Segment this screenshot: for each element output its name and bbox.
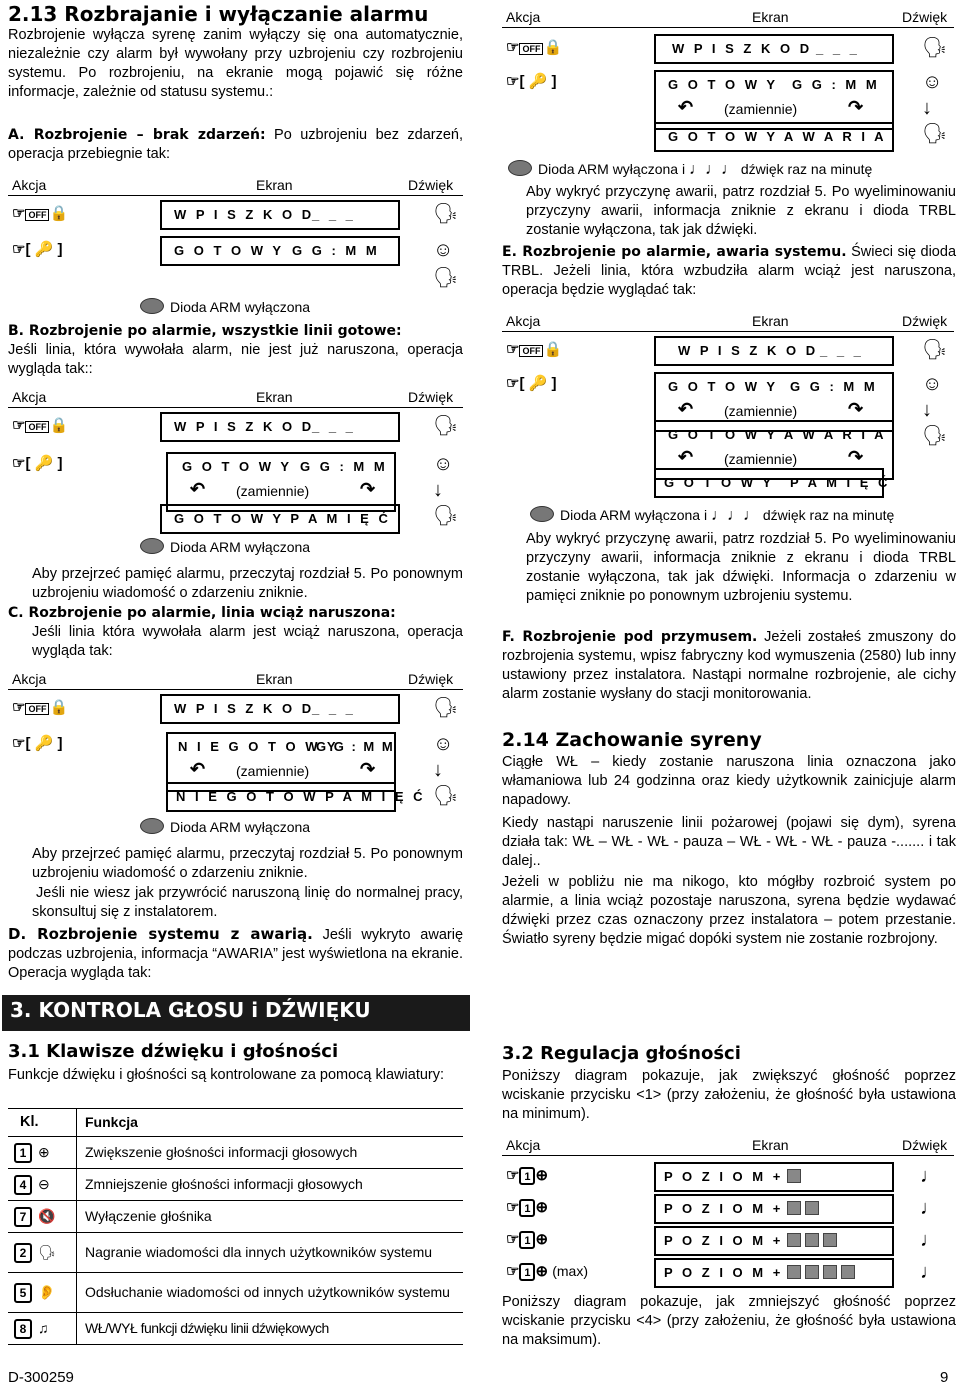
display-ready-memory [160,504,400,534]
th-action: Akcja [12,671,47,687]
section-d [8,925,463,983]
display-ready [160,236,400,266]
lcd-time: G G : M M [792,77,880,92]
display-enter-code [160,694,400,724]
voice-icon: 🗣 [433,505,459,527]
display-level [654,1162,894,1192]
th-action: Akcja [12,389,47,405]
voice-icon: 🗣 [433,267,459,289]
press-key-1: ☞ 1 ⊕ [506,1231,549,1248]
note-icon: ♩ [920,1229,940,1251]
action-off-icon: ☞ OFF 🔒 [12,699,69,716]
display-enter-code [160,200,400,230]
alternate-left-icon: ↶ [190,479,206,499]
lcd-memory: P A M I Ę Ć [790,475,891,490]
display-level [654,1194,894,1224]
section-c-after-1: Aby przejrzeć pamięć alarmu, przeczytaj rozdział 5. Po ponownym uzbrojeniu wiadomość o zdarzeniu zniknie. [32,846,463,881]
th-screen: Ekran [256,177,293,193]
alternate-right-icon: ↷ [848,97,864,117]
happy-tone-icon: ☺ [922,71,943,93]
table-c [8,668,463,841]
alternate-right-icon: ↷ [360,479,376,499]
th-screen: Ekran [752,9,789,25]
table-a [8,174,463,320]
display-ready-memory [654,468,891,498]
key-row [8,1313,463,1345]
lcd-text: N I E G O T O W Y [178,739,339,754]
section-c-text: Jeśli linia która wywołała alarm jest wciąż naruszona, operacja wygląda tak: [32,624,463,659]
happy-tone-icon: ☺ [433,733,454,755]
section-e [502,243,956,300]
alternately-text: (zamiennie) [724,403,798,419]
key-row [8,1233,463,1273]
key-function: Wyłączenie głośnika [76,1201,212,1232]
th-action: Akcja [506,313,541,329]
lcd-text: P O Z I O M + [664,1233,784,1248]
voice-icon: 🗣 [922,425,948,447]
arm-led-off-beep [530,506,894,525]
key-function: Zwiększenie głośności informacji głosowych [76,1137,357,1168]
th-screen: Ekran [256,671,293,687]
arrow-down-icon: ↓ [433,479,443,501]
display-enter-code [654,336,894,366]
alternate-right-icon: ↷ [360,759,376,779]
key-8-icon: 8 [14,1319,32,1339]
section-e-after: Aby wykryć przyczynę awarii, patrz rozdział 5. Po wyeliminowaniu przyczyny awarii, informacja zniknie z ekranu i dioda TRBL zostanie wyłączona, tak jak dźwięki. Informacja o zdarzeniu w pamięci zniknie po ponownym uzbrojeniu systemu. [526,531,956,604]
lcd-text: G O T O W Y A W A R I A [668,129,887,144]
note-icon: ♩ [920,1165,940,1187]
section-a-heading: A. Rozbrojenie – brak zdarzeń: [8,127,266,143]
section-f-heading: F. Rozbrojenie pod przymusem. [502,629,758,645]
level-bar [805,1265,819,1279]
action-key-icon: ☞[ 🔑 ] [506,73,557,90]
section-c-heading: C. Rozbrojenie po alarmie, linia wciąż naruszona: [8,605,396,621]
level-bar [787,1169,801,1183]
action-off-icon: ☞ OFF 🔒 [12,417,69,434]
section-title-2-13: 2.13 Rozbrajanie i wyłączanie alarmu [8,2,429,26]
led-text: Dioda ARM wyłączona i [538,161,686,177]
lcd-text: G O T O W Y [174,243,285,258]
key-row [8,1273,463,1313]
alternate-left-icon: ↶ [678,97,694,117]
lcd-text: W P I S Z K O D [174,419,315,434]
alternate-left-icon: ↶ [678,399,694,419]
lcd-text: N I E G O T O W P A M I Ę Ć [176,789,426,804]
th-action: Akcja [12,177,47,193]
voice-icon: 🗣 [433,785,459,807]
lcd-time: G G : M M [292,243,380,258]
level-bar [805,1201,819,1215]
alternate-left-icon: ↶ [678,447,694,467]
lcd-text: G O T O W Y [182,459,293,474]
section-e-text: Świeci się dioda TRBL. Jeżeli linia, która wzbudziła alarm wciąż jest naruszona, operacja będzie wyglądać tak: [502,244,957,298]
lcd-text: W P I S Z K O D [678,343,819,358]
record-voice-icon: 🗣 [38,1244,56,1260]
lcd-time: G G : M M [300,459,388,474]
section-b [8,322,463,379]
section-title-3-2: 3.2 Regulacja głośności [502,1043,741,1064]
th-sound: Dźwięk [408,389,454,405]
arm-led-off: Dioda ARM wyłączona [140,538,310,557]
voice-icon: 🗣 [922,37,948,59]
lcd-time: G G : M M [790,379,878,394]
lcd-time: G G : M M [316,739,395,754]
voice-icon: 🗣 [433,697,459,719]
th-action: Akcja [506,9,541,25]
key-1-icon: 1 [14,1143,32,1163]
action-key-icon: ☞[ 🔑 ] [12,455,63,472]
chime-icon: ♫ [38,1320,49,1336]
press-key-1: ☞ 1 ⊕ [506,1199,549,1216]
section-d-text: Jeśli wykryto awarię podczas uzbrojenia, informacja “AWARIA” jest wyświetlona na ekranie. Operacja wygląda tak: [8,927,464,981]
level-bar [841,1265,855,1279]
section-bar-3: 3. KONTROLA GŁOSU i DŹWIĘKU [2,995,470,1031]
kt-key-head: Kl. [20,1114,39,1130]
alternately-text: (zamiennie) [236,763,310,779]
table-e [502,310,954,528]
th-sound: Dźwięk [902,9,948,25]
happy-tone-icon: ☺ [433,239,454,261]
key-function: Odsłuchanie wiadomości od innych użytkowników systemu [76,1273,450,1312]
table-header [502,6,954,28]
level-bar [787,1265,801,1279]
section-c [8,604,463,661]
section-d-heading: D. Rozbrojenie systemu z awarią. [8,925,313,943]
section-f-text: Jeżeli zostałeś zmuszony do rozbrojenia systemu, wpisz fabryczny kod wymuszenia (2580) lub inny ustawiony przez instalatora. Nastąpi normalne rozbrojenie, ale cichy alarm zostanie wysłany do stacji monitorowania. [502,629,957,702]
arm-led-off: Dioda ARM wyłączona [140,298,310,317]
table-header [8,668,463,690]
beep-notes-icon: ♩♩♩ [688,161,737,178]
key-7-icon: 7 [14,1207,32,1227]
arrow-down-icon: ↓ [922,97,932,119]
led-text: Dioda ARM wyłączona i [560,507,708,523]
th-sound: Dźwięk [902,1137,948,1153]
voice-icon: 🗣 [433,203,459,225]
alternately-text: (zamiennie) [236,483,310,499]
lcd-text: W P I S Z K O D [174,701,315,716]
display-level [654,1258,894,1288]
section-b-heading: B. Rozbrojenie po alarmie, wszystkie linii gotowe: [8,323,402,339]
display-level [654,1226,894,1256]
speaker-mute-icon: 🔇 [38,1208,56,1224]
section-d-after: Aby wykryć przyczynę awarii, patrz rozdział 5. Po wyeliminowaniu przyczyny awarii, informacja zniknie z ekranu i dioda TRBL zostanie wyłączona, tak jak dźwięki. [526,184,956,238]
s32-text: Poniższy diagram pokazuje, jak zwiększyć głośność poprzez wciskanie przycisku <1> (przy założeniu, że głośność była ustawiona na minimum). [502,1068,956,1122]
press-key-1: ☞ 1 ⊕ [506,1167,549,1184]
action-key-icon: ☞[ 🔑 ] [12,241,63,258]
display-enter-code [654,34,894,64]
lcd-code: _ _ _ [312,701,356,716]
s214-p2: Kiedy nastąpi naruszenie linii pożarowej (pojawi się dym), syrena działa tak: WŁ – WŁ - WŁ - pauza – WŁ - WŁ - WŁ - pauza -....... i tak dalej.. [502,815,956,869]
lcd-code: _ _ _ [816,41,860,56]
alternately-text: (zamiennie) [724,451,798,467]
voice-icon: 🗣 [922,339,948,361]
happy-tone-icon: ☺ [433,453,454,475]
footer-doc-id: D-300259 [8,1369,74,1386]
lcd-text: G O T O W Y P A M I Ę Ć [174,511,391,526]
action-key-icon: ☞[ 🔑 ] [506,375,557,392]
table-header [502,1134,954,1156]
s214-p1: Ciągłe WŁ – kiedy zostanie naruszona linia oznaczona jako włamaniowa lub 24 godzinna oraz kiedy użytkownik zainicjuje alarm napadowy. [502,754,956,808]
alternate-left-icon: ↶ [190,759,206,779]
display-ready-trouble [654,122,894,152]
key-2-icon: 2 [14,1243,32,1263]
table-header [502,310,954,332]
note-icon: ♩ [920,1261,940,1283]
display-not-ready-memory [166,782,426,812]
action-key-icon: ☞[ 🔑 ] [12,735,63,752]
arrow-down-icon: ↓ [922,399,932,421]
key-function-table [8,1108,463,1345]
arrow-down-icon: ↓ [433,759,443,781]
action-off-icon: ☞ OFF 🔒 [506,341,563,358]
section-e-heading: E. Rozbrojenie po alarmie, awaria systemu. [502,244,847,260]
section-b-after: Aby przejrzeć pamięć alarmu, przeczytaj rozdział 5. Po ponownym uzbrojeniu wiadomość o zdarzeniu zniknie. [32,566,463,601]
th-screen: Ekran [752,1137,789,1153]
listen-icon: 👂 [38,1284,56,1300]
action-off-icon: ☞ OFF 🔒 [506,39,563,56]
th-action: Akcja [506,1137,541,1153]
note-icon: ♩ [920,1197,940,1219]
intro-text: Rozbrojenie wyłącza syrenę zanim wyłączy się ona automatycznie, niezależnie czy alarm był wywołany przy uzbrojeniu czy rozbrojeniu systemu. Po rozbrojeniu, na ekranie mogą pojawić się różne informacje, zależnie od statusu systemu.: [8,27,463,100]
key-function: Nagranie wiadomości dla innych użytkowników systemu [76,1233,432,1272]
key-4-icon: 4 [14,1175,32,1195]
lcd-text: P O Z I O M + [664,1201,784,1216]
th-sound: Dźwięk [408,177,454,193]
key-5-icon: 5 [14,1283,32,1303]
beep-text: dźwięk raz na minutę [740,161,873,177]
section-b-text: Jeśli linia, która wywołała alarm, nie jest już naruszona, operacja wygląda tak:: [8,342,463,377]
th-sound: Dźwięk [408,671,454,687]
kt-func-head: Funkcja [76,1109,138,1136]
level-bar [823,1265,837,1279]
lcd-text: P O Z I O M + [664,1265,784,1280]
voice-icon: 🗣 [922,123,948,145]
th-screen: Ekran [256,389,293,405]
table-d [502,6,954,178]
key-function: Zmniejszenie głośności informacji głosowych [76,1169,363,1200]
lcd-code: _ _ _ [312,207,356,222]
happy-tone-icon: ☺ [922,373,943,395]
arm-led-off-beep [508,160,872,179]
table-header [8,386,463,408]
display-enter-code [160,412,400,442]
key-row [8,1137,463,1169]
level-bar [823,1233,837,1247]
lcd-text: G O T O W Y [664,475,775,490]
key-table-header [8,1109,463,1137]
section-c-after-2: Jeśli nie wiesz jak przywrócić naruszoną linię do normalnej pracy, skonsultuj się z instalatorem. [32,885,463,920]
level-bar [805,1233,819,1247]
volume-down-icon: ⊖ [38,1176,50,1192]
lcd-code: _ _ _ [312,419,356,434]
section-title-3-1: 3.1 Klawisze dźwięku i głośności [8,1041,339,1062]
beep-notes-icon: ♩♩♩ [710,507,759,524]
th-sound: Dźwięk [902,313,948,329]
volume-up-icon: ⊕ [38,1144,50,1160]
level-bar [787,1201,801,1215]
voice-icon: 🗣 [433,415,459,437]
key-function: WŁ/WYŁ funkcji dźwięku linii dźwiękowych [76,1313,329,1344]
section-f [502,628,956,704]
level-bar [787,1233,801,1247]
volume-table [502,1134,954,1290]
section-title-2-14: 2.14 Zachowanie syreny [502,729,762,751]
alternate-right-icon: ↷ [848,399,864,419]
alternately-text: (zamiennie) [724,101,798,117]
lcd-text: W P I S Z K O D [174,207,315,222]
section-a-text: Po uzbrojeniu bez zdarzeń, operacja przebiegnie tak: [8,127,463,162]
table-b [8,386,463,561]
page-number: 9 [940,1369,949,1386]
key-row [8,1201,463,1233]
s214-p3: Jeżeli w pobliżu nie ma nikogo, kto mógłby rozbroić system po alarmie, a linia wciąż pozostaje naruszona, syrena będzie wydawać dźwięki przez czas oznaczony przez instalatora – potem przestanie. Światło syreny będzie migać dopóki system nie zostanie rozbrojony. [502,874,956,947]
lcd-text: G O T O W Y [668,77,779,92]
lcd-text: P O Z I O M + [664,1169,784,1184]
arm-led-off: Dioda ARM wyłączona [140,818,310,837]
alternate-right-icon: ↷ [848,447,864,467]
lcd-text: G O T O W Y [668,379,779,394]
max-label: (max) [552,1263,588,1279]
table-header [8,174,463,196]
s31-text: Funkcje dźwięku i głośności są kontrolowane za pomocą klawiatury: [8,1067,445,1083]
section-a [8,126,463,164]
beep-text: dźwięk raz na minutę [762,507,895,523]
action-off-icon: ☞ OFF 🔒 [12,205,69,222]
lcd-code: _ _ _ [820,343,864,358]
s32-after: Poniższy diagram pokazuje, jak zmniejszyć głośność poprzez wciskanie przycisku <4> (przy założeniu, że głośność była ustawiona na maksimum). [502,1294,956,1348]
press-key-1: ☞ 1 ⊕ (max) [506,1263,588,1280]
th-screen: Ekran [752,313,789,329]
lcd-text: W P I S Z K O D [672,41,813,56]
lcd-text: G O T O W Y A W A R I A [668,427,887,442]
key-row [8,1169,463,1201]
